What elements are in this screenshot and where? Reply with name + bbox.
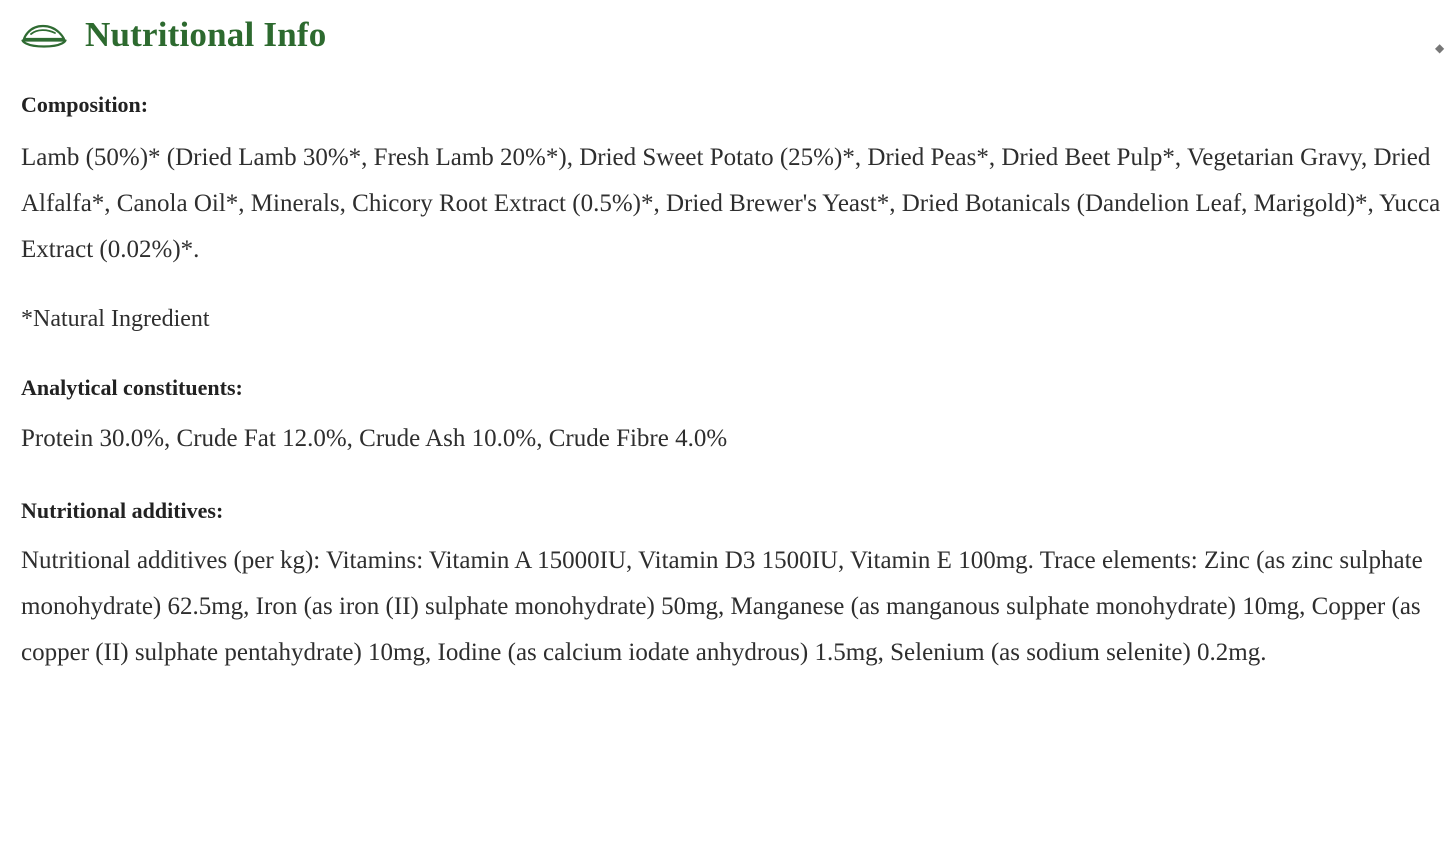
section-header [21, 14, 1445, 56]
composition-heading: Composition: [21, 92, 149, 117]
composition-text: Lamb (50%)* (Dried Lamb 30%*, Fresh Lamb 20%*), Dried Sweet Potato (25%)*, Dried Peas*, Dried Beet Pulp*, Vegetarian Gravy, Dried Alfalfa*, Canola Oil*, Minerals, Chicory Root Extract (0.5%)*, Dried Brewer's Yeast*, Dried Botanicals (Dandelion Leaf, Marigold)*, Yucca Extract (0.02%)*. [21, 143, 1441, 263]
food-bowl-icon [21, 15, 67, 55]
nutritional-additives-heading: Nutritional additives: [21, 497, 224, 523]
analytical-constituents-heading: Analytical constituents: [21, 374, 243, 400]
analytical-constituents-text: Protein 30.0%, Crude Fat 12.0%, Crude Ash 10.0%, Crude Fibre 4.0% [21, 424, 728, 452]
scroll-indicator[interactable]: ◆ [1435, 41, 1445, 55]
page-title: Nutritional Info [85, 15, 327, 54]
nutritional-additives-text: Nutritional additives (per kg): Vitamins: Vitamin A 15000IU, Vitamin D3 1500IU, Vitamin E 100mg. Trace elements: Zinc (as zinc sulphate monohydrate) 62.5mg, Iron (as iron (II) sulphate monohydrate) 50mg, Manganese (as manganous sulphate monohydrate) 10mg, Copper (as copper (II) sulphate pentahydrate) 10mg, Iodine (as calcium iodate anhydrous) 1.5mg, Selenium (as sodium selenite) 0.2mg. [21, 547, 1423, 667]
natural-ingredient-note: *Natural Ingredient [21, 305, 210, 332]
